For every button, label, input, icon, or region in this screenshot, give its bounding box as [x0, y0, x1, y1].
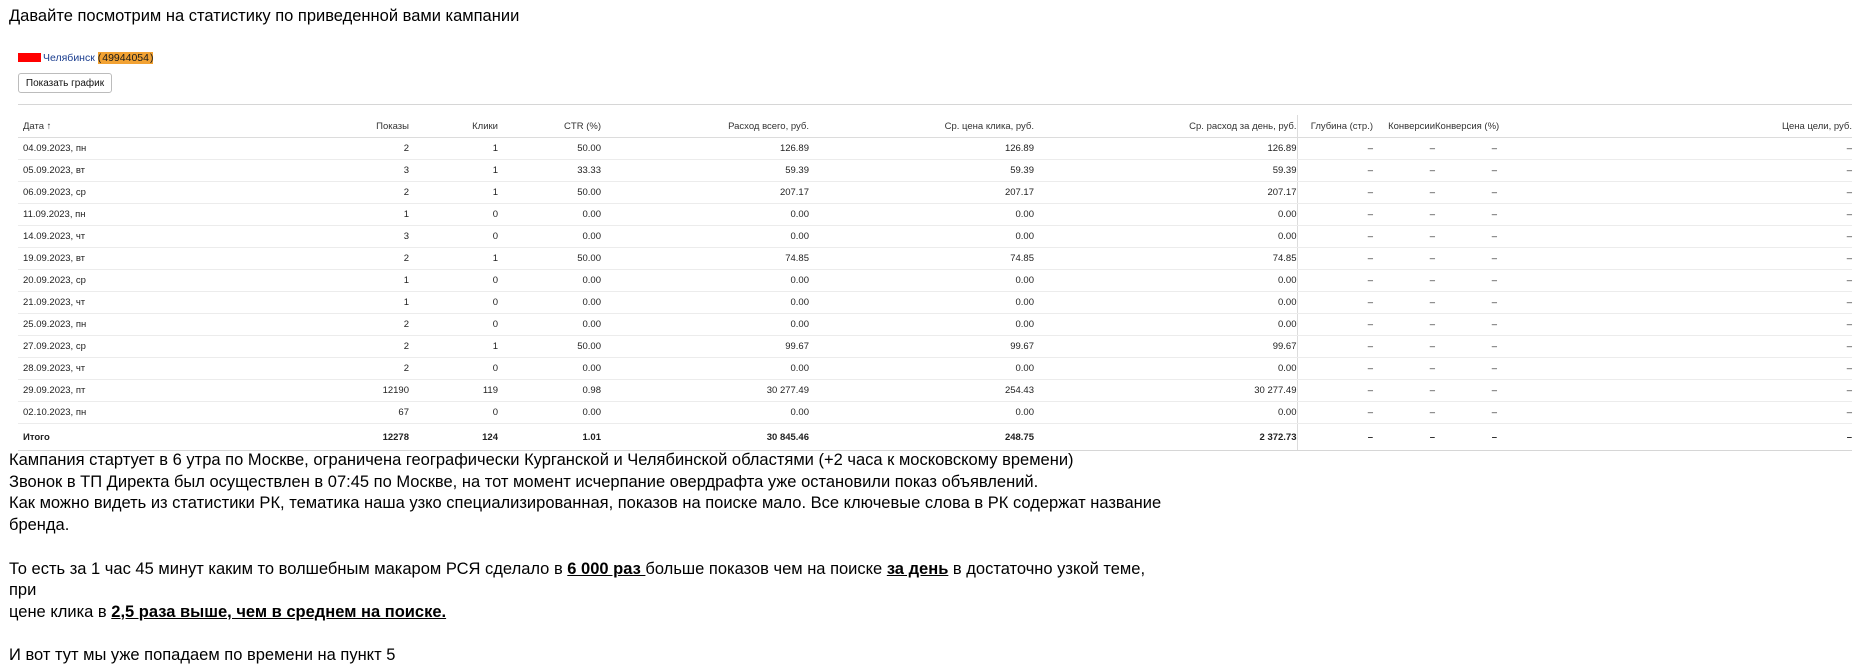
cell-ctr: 0.00 — [498, 270, 601, 292]
cell-total-spend: 0.00 — [601, 358, 809, 380]
cell-ctr: 0.00 — [498, 402, 601, 424]
cell-avg-cpc: 254.43 — [809, 380, 1034, 402]
body-text-segment: То есть за 1 час 45 минут каким то волшебным макаром РСЯ сделало в — [9, 559, 568, 578]
cell-ctr: 0.00 — [498, 204, 601, 226]
cell-conversions: – — [1373, 204, 1435, 226]
cell-impressions: 1 — [228, 270, 409, 292]
cell-conversion-rate: – — [1435, 336, 1497, 358]
cell-impressions: 2 — [228, 314, 409, 336]
cell-impressions: 12278 — [228, 424, 409, 451]
cell-total-spend: 0.00 — [601, 226, 809, 248]
cell-depth: – — [1297, 358, 1373, 380]
emphasis-6000-times: 6 000 раз — [567, 559, 646, 578]
body-line: Кампания стартует в 6 утра по Москве, ограничена географически Курганской и Челябинской областями (+2 часа к московскому времени) — [9, 451, 1074, 469]
cell-conversion-rate: – — [1435, 358, 1497, 380]
cell-depth: – — [1297, 270, 1373, 292]
cell-avg-daily-spend: 126.89 — [1034, 138, 1297, 160]
cell-total-spend: 30 845.46 — [601, 424, 809, 451]
cell-clicks: 0 — [409, 270, 498, 292]
cell-conversions: – — [1373, 402, 1435, 424]
cell-cost-per-goal: – — [1497, 380, 1852, 402]
cell-cost-per-goal: – — [1497, 160, 1852, 182]
cell-avg-cpc: 74.85 — [809, 248, 1034, 270]
cell-avg-cpc: 0.00 — [809, 270, 1034, 292]
cell-depth: – — [1297, 226, 1373, 248]
cell-impressions: 12190 — [228, 380, 409, 402]
table-row — [18, 248, 1852, 270]
cell-date: 19.09.2023, вт — [18, 248, 228, 270]
body-line-last: И вот тут мы уже попадаем по времени на пункт 5 — [9, 646, 396, 665]
cell-avg-daily-spend: 207.17 — [1034, 182, 1297, 204]
cell-cost-per-goal: – — [1497, 248, 1852, 270]
cell-impressions: 2 — [228, 138, 409, 160]
cell-clicks: 1 — [409, 336, 498, 358]
cell-date: 25.09.2023, пн — [18, 314, 228, 336]
cell-conversion-rate: – — [1435, 270, 1497, 292]
cell-cost-per-goal: – — [1497, 270, 1852, 292]
col-header-cost-per-goal[interactable]: Цена цели, руб. — [1497, 115, 1852, 138]
cell-avg-cpc: 248.75 — [809, 424, 1034, 451]
cell-ctr: 50.00 — [498, 138, 601, 160]
cell-clicks: 1 — [409, 160, 498, 182]
cell-date: 21.09.2023, чт — [18, 292, 228, 314]
cell-conversion-rate: – — [1435, 248, 1497, 270]
cell-avg-cpc: 0.00 — [809, 226, 1034, 248]
cell-conversion-rate: – — [1435, 138, 1497, 160]
cell-date: 20.09.2023, ср — [18, 270, 228, 292]
cell-date: 05.09.2023, вт — [18, 160, 228, 182]
emphasis-per-day: за день — [886, 559, 949, 578]
cell-avg-daily-spend: 0.00 — [1034, 292, 1297, 314]
cell-depth: – — [1297, 204, 1373, 226]
cell-cost-per-goal: – — [1497, 138, 1852, 160]
campaign-id-close: ) — [149, 52, 154, 64]
show-chart-button[interactable]: Показать график — [18, 73, 112, 93]
cell-impressions: 1 — [228, 204, 409, 226]
cell-impressions: 3 — [228, 226, 409, 248]
cell-depth: – — [1297, 402, 1373, 424]
cell-impressions: 67 — [228, 402, 409, 424]
cell-conversions: – — [1373, 314, 1435, 336]
col-header-impressions[interactable]: Показы — [228, 115, 409, 138]
redacted-region-name — [18, 53, 41, 62]
cell-total-spend: 0.00 — [601, 314, 809, 336]
cell-depth: – — [1297, 336, 1373, 358]
cell-avg-daily-spend: 0.00 — [1034, 358, 1297, 380]
cell-ctr: 0.00 — [498, 314, 601, 336]
cell-clicks: 0 — [409, 292, 498, 314]
body-line: Звонок в ТП Директа был осуществлен в 07:45 по Москве, на тот момент исчерпание овердрафта уже остановили показ объявлений. — [9, 472, 1039, 491]
cell-ctr: 33.33 — [498, 160, 601, 182]
body-line: бренда. — [9, 516, 70, 535]
cell-total-spend: 0.00 — [601, 204, 809, 226]
cell-depth: – — [1297, 248, 1373, 270]
message-body — [9, 450, 1169, 667]
cell-impressions: 2 — [228, 248, 409, 270]
cell-depth: – — [1297, 160, 1373, 182]
cell-date: Итого — [18, 424, 228, 451]
cell-date: 06.09.2023, ср — [18, 182, 228, 204]
cell-clicks: 0 — [409, 204, 498, 226]
body-text-segment: в достаточно узкой теме, при — [9, 559, 1146, 600]
cell-conversions: – — [1373, 226, 1435, 248]
cell-conversions: – — [1373, 182, 1435, 204]
body-text-segment: больше показов чем на поиске — [645, 559, 887, 578]
cell-cost-per-goal: – — [1497, 204, 1852, 226]
table-row — [18, 204, 1852, 226]
cell-date: 02.10.2023, пн — [18, 402, 228, 424]
cell-date: 29.09.2023, пт — [18, 380, 228, 402]
cell-total-spend: 99.67 — [601, 336, 809, 358]
cell-depth: – — [1297, 138, 1373, 160]
cell-total-spend: 126.89 — [601, 138, 809, 160]
cell-depth: – — [1297, 424, 1373, 451]
table-row — [18, 336, 1852, 358]
cell-impressions: 1 — [228, 292, 409, 314]
cell-conversions: – — [1373, 160, 1435, 182]
cell-date: 04.09.2023, пн — [18, 138, 228, 160]
cell-conversions: – — [1373, 336, 1435, 358]
cell-avg-cpc: 0.00 — [809, 314, 1034, 336]
cell-total-spend: 0.00 — [601, 402, 809, 424]
table-top-divider — [18, 104, 1852, 105]
cell-avg-daily-spend: 0.00 — [1034, 204, 1297, 226]
cell-depth: – — [1297, 292, 1373, 314]
cell-avg-daily-spend: 0.00 — [1034, 226, 1297, 248]
table-row — [18, 292, 1852, 314]
cell-ctr: 1.01 — [498, 424, 601, 451]
cell-conversions: – — [1373, 138, 1435, 160]
col-header-depth[interactable]: Глубина (стр.) — [1297, 115, 1373, 138]
cell-conversions: – — [1373, 358, 1435, 380]
cell-ctr: 0.00 — [498, 292, 601, 314]
cell-cost-per-goal: – — [1497, 424, 1852, 451]
cell-avg-daily-spend: 99.67 — [1034, 336, 1297, 358]
cell-conversions: – — [1373, 248, 1435, 270]
cell-avg-daily-spend: 2 372.73 — [1034, 424, 1297, 451]
campaign-id: 49944054 — [102, 52, 149, 64]
cell-avg-cpc: 207.17 — [809, 182, 1034, 204]
col-header-date[interactable]: Дата ↑ — [18, 115, 228, 138]
table-row — [18, 182, 1852, 204]
campaign-name-link[interactable]: Челябинск — [43, 52, 95, 64]
cell-avg-daily-spend: 59.39 — [1034, 160, 1297, 182]
cell-total-spend: 74.85 — [601, 248, 809, 270]
cell-cost-per-goal: – — [1497, 402, 1852, 424]
cell-avg-daily-spend: 0.00 — [1034, 402, 1297, 424]
cell-conversion-rate: – — [1435, 314, 1497, 336]
cell-conversion-rate: – — [1435, 380, 1497, 402]
body-paragraph-2 — [9, 559, 1169, 602]
cell-cost-per-goal: – — [1497, 358, 1852, 380]
cell-avg-cpc: 0.00 — [809, 204, 1034, 226]
cell-date: 14.09.2023, чт — [18, 226, 228, 248]
cell-total-spend: 59.39 — [601, 160, 809, 182]
cell-cost-per-goal: – — [1497, 314, 1852, 336]
table-total-row — [18, 424, 1852, 451]
cell-conversions: – — [1373, 270, 1435, 292]
body-paragraph-2-cont — [9, 602, 1169, 624]
cell-cost-per-goal: – — [1497, 292, 1852, 314]
cell-depth: – — [1297, 380, 1373, 402]
col-header-conversions[interactable]: Конверсии — [1373, 115, 1435, 138]
cell-conversions: – — [1373, 292, 1435, 314]
cell-avg-daily-spend: 0.00 — [1034, 270, 1297, 292]
cell-depth: – — [1297, 314, 1373, 336]
table-row — [18, 138, 1852, 160]
cell-ctr: 0.00 — [498, 226, 601, 248]
cell-clicks: 119 — [409, 380, 498, 402]
cell-conversion-rate: – — [1435, 226, 1497, 248]
body-line: Как можно видеть из статистики РК, тематика наша узко специализированная, показов на поиске мало. Все ключевые слова в РК содержат название — [9, 494, 1162, 513]
cell-conversions: – — [1373, 380, 1435, 402]
table-row — [18, 380, 1852, 402]
cell-conversion-rate: – — [1435, 402, 1497, 424]
cell-avg-daily-spend: 74.85 — [1034, 248, 1297, 270]
cell-conversion-rate: – — [1435, 424, 1497, 451]
table-header-row — [18, 115, 1852, 138]
cell-cost-per-goal: – — [1497, 226, 1852, 248]
cell-avg-daily-spend: 0.00 — [1034, 314, 1297, 336]
table-row — [18, 358, 1852, 380]
table-row — [18, 314, 1852, 336]
cell-ctr: 0.98 — [498, 380, 601, 402]
cell-total-spend: 0.00 — [601, 292, 809, 314]
col-header-avg-cpc[interactable]: Ср. цена клика, руб. — [809, 115, 1034, 138]
cell-total-spend: 30 277.49 — [601, 380, 809, 402]
cell-ctr: 50.00 — [498, 248, 601, 270]
cell-clicks: 124 — [409, 424, 498, 451]
col-header-ctr[interactable]: CTR (%) — [498, 115, 601, 138]
cell-avg-cpc: 0.00 — [809, 358, 1034, 380]
cell-cost-per-goal: – — [1497, 182, 1852, 204]
emphasis-2-5-times-higher: 2,5 раза выше, чем в среднем на поиске. — [111, 602, 447, 621]
cell-date: 27.09.2023, ср — [18, 336, 228, 358]
cell-avg-cpc: 0.00 — [809, 402, 1034, 424]
col-header-total-spend[interactable]: Расход всего, руб. — [601, 115, 809, 138]
intro-text: Давайте посмотрим на статистику по приведенной вами кампании — [9, 7, 520, 25]
col-header-clicks[interactable]: Клики — [409, 115, 498, 138]
campaign-id-open: ( — [97, 52, 102, 64]
cell-avg-daily-spend: 30 277.49 — [1034, 380, 1297, 402]
cell-clicks: 1 — [409, 138, 498, 160]
cell-total-spend: 0.00 — [601, 270, 809, 292]
statistics-table — [18, 115, 1852, 451]
cell-avg-cpc: 59.39 — [809, 160, 1034, 182]
cell-depth: – — [1297, 182, 1373, 204]
table-row — [18, 226, 1852, 248]
cell-conversion-rate: – — [1435, 182, 1497, 204]
cell-clicks: 0 — [409, 226, 498, 248]
cell-ctr: 50.00 — [498, 182, 601, 204]
cell-total-spend: 207.17 — [601, 182, 809, 204]
body-text-segment: цене клика в — [9, 602, 112, 621]
cell-clicks: 0 — [409, 314, 498, 336]
table-row — [18, 160, 1852, 182]
cell-cost-per-goal: – — [1497, 336, 1852, 358]
cell-conversion-rate: – — [1435, 160, 1497, 182]
cell-clicks: 1 — [409, 182, 498, 204]
cell-ctr: 50.00 — [498, 336, 601, 358]
cell-impressions: 2 — [228, 182, 409, 204]
cell-ctr: 0.00 — [498, 358, 601, 380]
cell-conversions: – — [1373, 424, 1435, 451]
cell-avg-cpc: 99.67 — [809, 336, 1034, 358]
cell-avg-cpc: 126.89 — [809, 138, 1034, 160]
cell-clicks: 1 — [409, 248, 498, 270]
cell-clicks: 0 — [409, 402, 498, 424]
campaign-header — [18, 51, 153, 65]
cell-conversion-rate: – — [1435, 292, 1497, 314]
cell-avg-cpc: 0.00 — [809, 292, 1034, 314]
col-header-conversion-rate[interactable]: Конверсия (%) — [1435, 115, 1497, 138]
cell-date: 11.09.2023, пн — [18, 204, 228, 226]
cell-impressions: 3 — [228, 160, 409, 182]
cell-impressions: 2 — [228, 336, 409, 358]
cell-impressions: 2 — [228, 358, 409, 380]
table-row — [18, 402, 1852, 424]
cell-conversion-rate: – — [1435, 204, 1497, 226]
cell-date: 28.09.2023, чт — [18, 358, 228, 380]
col-header-avg-daily-spend[interactable]: Ср. расход за день, руб. — [1034, 115, 1297, 138]
table-row — [18, 270, 1852, 292]
cell-clicks: 0 — [409, 358, 498, 380]
